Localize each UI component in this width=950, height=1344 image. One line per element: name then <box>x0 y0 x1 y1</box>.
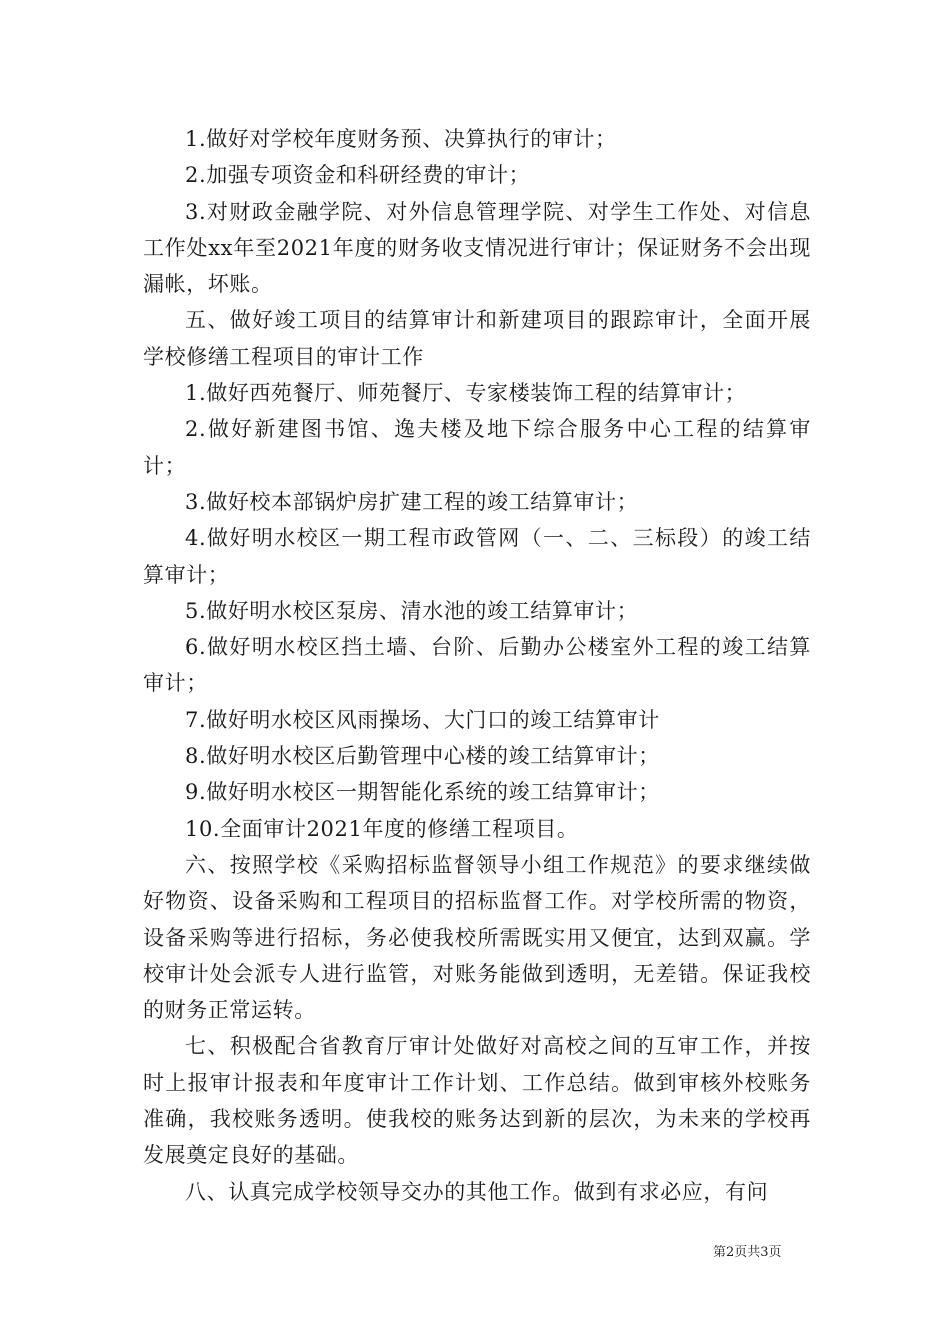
document-body <box>143 121 811 1210</box>
paragraph-item-1-canteen: 1.做好西苑餐厅、师苑餐厅、专家楼装饰工程的结算审计； <box>185 381 747 406</box>
paragraph-item-3-college-audit: 3.对财政金融学院、对外信息管理学院、对学生工作处、对信息工作处xx年至2021年度的财务收支情况进行审计；保证财务不会出现漏帐，坏账。 <box>143 199 811 297</box>
paragraph-item-10-repair-projects: 10.全面审计2021年度的修缮工程项目。 <box>185 816 579 841</box>
page-number-footer: 第2页共3页 <box>713 1245 782 1260</box>
paragraph-item-4-pipe-network: 4.做好明水校区一期工程市政管网（一、二、三标段）的竣工结算审计； <box>143 526 811 587</box>
paragraph-item-3-boiler-room: 3.做好校本部锅炉房扩建工程的竣工结算审计； <box>185 489 639 514</box>
paragraph-item-8-logistics-center: 8.做好明水校区后勤管理中心楼的竣工结算审计； <box>185 744 660 769</box>
paragraph-item-6-retaining-wall: 6.做好明水校区挡土墙、台阶、后勤办公楼室外工程的竣工结算审计； <box>143 635 811 696</box>
paragraph-item-7-stadium: 7.做好明水校区风雨操场、大门口的竣工结算审计 <box>185 707 660 732</box>
section-seven-mutual-audit: 七、积极配合省教育厅审计处做好对高校之间的互审工作，并按时上报审计报表和年度审计工作计划、工作总结。做到审核外校账务准确，我校账务透明。使我校的账务达到新的层次，为未来的学校再发展奠定良好的基础。 <box>143 1034 811 1168</box>
paragraph-item-2-library: 2.做好新建图书馆、逸夫楼及地下综合服务中心工程的结算审计； <box>143 417 811 478</box>
paragraph-item-9-smart-system: 9.做好明水校区一期智能化系统的竣工结算审计； <box>185 780 660 805</box>
paragraph-item-2-special-funds: 2.加强专项资金和科研经费的审计； <box>185 163 531 188</box>
section-heading-five: 五、做好竣工项目的结算审计和新建项目的跟踪审计，全面开展学校修缮工程项目的审计工作 <box>143 308 811 369</box>
section-six-procurement: 六、按照学校《采购招标监督领导小组工作规范》的要求继续做好物资、设备采购和工程项目的招标监督工作。对学校所需的物资，设备采购等进行招标，务必使我校所需既实用又便宜，达到双赢。学校审计处会派专人进行监管，对账务能做到透明，无差错。保证我校的财务正常运转。 <box>143 852 811 1023</box>
section-eight-other-work: 八、认真完成学校领导交办的其他工作。做到有求必应，有问 <box>185 1179 769 1204</box>
paragraph-item-5-pump-house: 5.做好明水校区泵房、清水池的竣工结算审计； <box>185 598 639 623</box>
paragraph-item-1-annual-budget: 1.做好对学校年度财务预、决算执行的审计； <box>185 127 617 151</box>
